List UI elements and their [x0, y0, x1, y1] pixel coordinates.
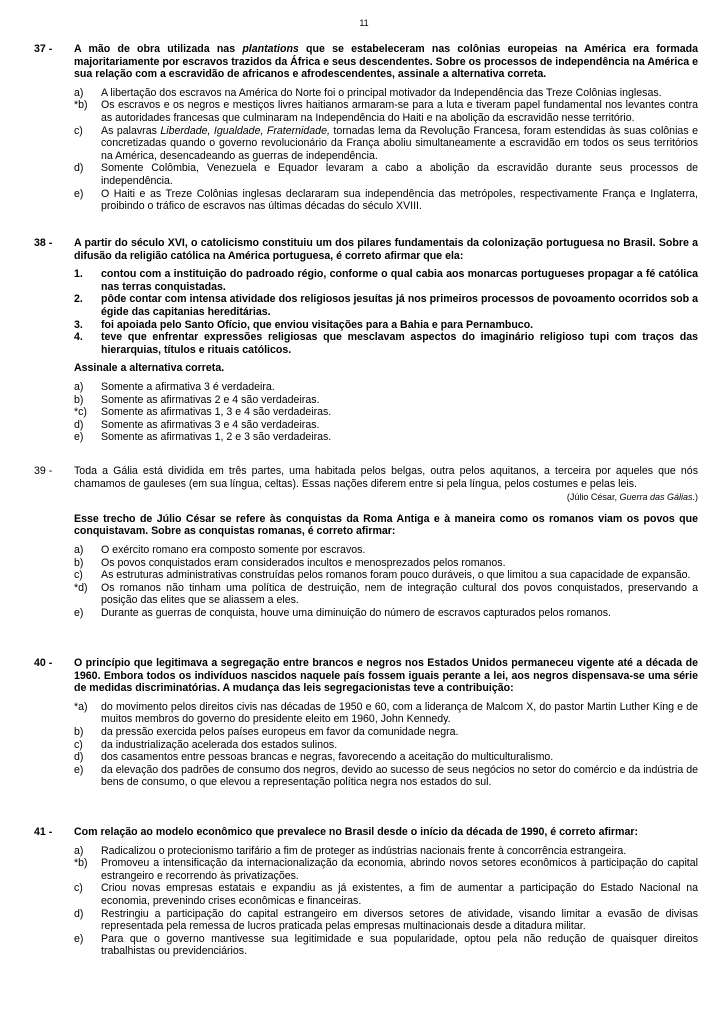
- option-text: Os romanos não tinham uma política de destruição, nem de integração cultural dos povos conquistados, preservando a posição das elites que se aliassem a eles.: [101, 581, 698, 607]
- option-b[interactable]: [74, 394, 698, 407]
- stem-part: que se estabeleceram nas colônias europeias na América era formada majoritariamente por escravos trazidos da África e seus descendentes. Sobre os processos de independência na América e sua relação com a escravidão de africanos e afrodescendentes, assinale a alternativa correta.: [74, 43, 698, 81]
- option-text: Para que o governo mantivesse sua legitimidade e sua popularidade, optou pela não redução de quaisquer direitos trabalhistas ou previdenciários.: [101, 932, 698, 958]
- source-end: .): [692, 492, 698, 503]
- question-stem: [34, 237, 698, 262]
- option-c[interactable]: [74, 125, 698, 163]
- source-author: (Júlio César,: [566, 492, 620, 503]
- option-letter: e): [74, 606, 84, 619]
- question-37: [34, 43, 698, 213]
- option-letter: b): [74, 725, 84, 738]
- option-text: dos casamentos entre pessoas brancas e negras, favorecendo a aceitação do multiculturalismo.: [101, 751, 554, 764]
- option-d[interactable]: [74, 419, 698, 432]
- question-text: Esse trecho de Júlio César se refere às conquistas da Roma Antiga e à maneira como os romanos viam os povos que conquistavam. Sobre as conquistas romanas, é correto afirmar:: [74, 512, 698, 538]
- option-b[interactable]: [74, 99, 698, 124]
- stem-part: A mão de obra utilizada nas: [74, 43, 243, 55]
- option-b[interactable]: [74, 726, 698, 739]
- option-letter: d): [74, 418, 84, 431]
- option-letter: a): [74, 380, 84, 393]
- option-c[interactable]: [74, 882, 698, 907]
- option-text: da elevação dos padrões de consumo dos negros, devido ao sucesso de seus negócios no setor do comércio e da indústria de bens de consumo, o que elevou a representação política negra nos estados do sul.: [101, 763, 698, 789]
- option-text: Somente as afirmativas 3 e 4 são verdadeiras.: [101, 418, 320, 431]
- option-e[interactable]: [74, 764, 698, 789]
- option-text: Durante as guerras de conquista, houve uma diminuição do número de escravos capturados pelos romanos.: [101, 606, 611, 619]
- statement-number: 2.: [74, 293, 83, 306]
- option-text: do movimento pelos direitos civis nas décadas de 1950 e 60, com a liderança de Malcom X, do pastor Martin Luther King e de muitos membros do governo do presidente eleito em 1960, John Kennedy.: [101, 700, 698, 726]
- option-b[interactable]: [74, 857, 698, 882]
- option-italic: Liberdade, Igualdade, Fraternidade,: [160, 124, 330, 137]
- question-number: 39 -: [34, 465, 53, 477]
- option-text: da pressão exercida pelos países europeus em favor da comunidade negra.: [101, 725, 459, 738]
- option-c[interactable]: [74, 739, 698, 752]
- question-number: 37 -: [34, 43, 53, 55]
- question-text: Com relação ao modelo econômico que prevalece no Brasil desde o início da década de 1990, é correto afirmar:: [74, 826, 639, 838]
- statements-list: [74, 268, 698, 356]
- option-text: O exército romano era composto somente por escravos.: [101, 543, 366, 556]
- options-list: [74, 381, 698, 444]
- instruction-text: Assinale a alternativa correta.: [74, 362, 225, 375]
- option-letter: c): [74, 882, 83, 895]
- option-letter: *a): [74, 700, 88, 713]
- option-text: Somente a afirmativa 3 é verdadeira.: [101, 380, 275, 393]
- option-e[interactable]: [74, 933, 698, 958]
- stem-italic: plantations: [242, 43, 299, 55]
- options-list: [74, 845, 698, 958]
- option-text: A libertação dos escravos na América do Norte foi o principal motivador da Independência das Treze Colônias inglesas.: [101, 86, 662, 99]
- option-d[interactable]: [74, 582, 698, 607]
- option-letter: c): [74, 569, 83, 582]
- option-letter: e): [74, 431, 84, 444]
- option-e[interactable]: [74, 431, 698, 444]
- page-number: 11: [359, 18, 369, 28]
- option-letter: d): [74, 751, 84, 764]
- option-letter: *d): [74, 581, 88, 594]
- option-text: Somente Colômbia, Venezuela e Equador levaram a cabo a abolição da escravidão durante seus processos de independência.: [101, 162, 698, 187]
- option-letter: d): [74, 907, 84, 920]
- question-stem: [34, 43, 698, 81]
- statement-text: contou com a instituição do padroado régio, conforme o qual cabia aos monarcas portugueses propagar a fé católica nas terras conquistadas.: [101, 268, 698, 293]
- option-text: Somente as afirmativas 1, 3 e 4 são verdadeiras.: [101, 406, 332, 419]
- question-39: [34, 465, 698, 620]
- statement-number: 1.: [74, 268, 83, 281]
- question-number: 41 -: [34, 826, 53, 838]
- option-letter: b): [74, 393, 84, 406]
- source-title: Guerra das Gálias: [619, 492, 693, 503]
- question-number: 38 -: [34, 237, 53, 249]
- options-list: [74, 544, 698, 620]
- statement-number: 4.: [74, 331, 83, 344]
- options-list: [74, 87, 698, 213]
- question-text: O princípio que legitimava a segregação entre brancos e negros nos Estados Unidos permaneceu vigente até a década de 1960. Embora todos os indivíduos nascidos naquele país fossem iguais perante a lei, aos negros dispensava-se uma série de medidas discriminatórias. A mudança das leis segregacionistas teve a contribuição:: [74, 657, 698, 695]
- option-letter: d): [74, 162, 84, 175]
- statement-text: foi apoiada pelo Santo Ofício, que enviou visitações para a Bahia e para Pernambuco.: [101, 318, 534, 331]
- option-c[interactable]: [74, 569, 698, 582]
- option-letter: *c): [74, 406, 87, 419]
- option-letter: c): [74, 738, 83, 751]
- option-part: As palavras: [101, 124, 161, 137]
- statement-4: [74, 331, 698, 356]
- option-text: Restringiu a participação do capital estrangeiro em diversos setores de atividade, visando limitar a evasão de divisas representada pela remessa de lucros praticada pelas empresas multinacionais desde a ditadura militar.: [101, 907, 698, 933]
- option-letter: b): [74, 556, 84, 569]
- question-text: A partir do século XVI, o catolicismo constituiu um dos pilares fundamentais da colonização portuguesa no Brasil. Sobre a difusão da religião católica na América portuguesa, é correto afirmar que ela:: [74, 237, 698, 262]
- option-text: Os escravos e os negros e mestiços livres haitianos armaram-se para a luta e tiveram papel fundamental nos levantes contra as autoridades francesas que culminaram na Independência do Haiti e na abolição da escravidão nesse território.: [101, 99, 698, 124]
- option-e[interactable]: [74, 188, 698, 213]
- option-d[interactable]: [74, 751, 698, 764]
- question-40: [34, 657, 698, 789]
- option-letter: a): [74, 844, 84, 857]
- option-letter: c): [74, 124, 83, 137]
- statement-text: pôde contar com intensa atividade dos religiosos jesuítas já nos primeiros processos de povoamento ocorridos sob a égide das capitanias hereditárias.: [101, 293, 698, 318]
- option-text: Radicalizou o protecionismo tarifário a fim de proteger as indústrias nacionais frente à concorrência estrangeira.: [101, 844, 627, 857]
- option-a[interactable]: [74, 87, 698, 100]
- statement-number: 3.: [74, 318, 83, 331]
- option-letter: a): [74, 543, 84, 556]
- option-text: da industrialização acelerada dos estados sulinos.: [101, 738, 338, 751]
- question-text: [74, 43, 698, 81]
- options-list: [74, 701, 698, 789]
- option-letter: e): [74, 932, 84, 945]
- option-d[interactable]: [74, 908, 698, 933]
- option-text: Os povos conquistados eram considerados incultos e menosprezados pelos romanos.: [101, 556, 506, 569]
- option-text: [101, 125, 698, 163]
- option-b[interactable]: [74, 557, 698, 570]
- statement-3: [74, 319, 698, 332]
- option-text: Somente as afirmativas 1, 2 e 3 são verdadeiras.: [101, 431, 332, 444]
- option-letter: *b): [74, 857, 88, 870]
- option-text: As estruturas administrativas construídas pelos romanos foram pouco duráveis, o que limitou a sua capacidade de expansão.: [101, 569, 691, 582]
- option-text: Criou novas empresas estatais e expandiu as já existentes, a fim de aumentar a participação do Estado Nacional na economia, prevenindo crises econômicas e financeiras.: [101, 882, 698, 907]
- statement-2: [74, 293, 698, 318]
- option-text: Promoveu a intensificação da internacionalização da economia, abrindo novos setores econômicos à participação do capital estrangeiro e recorrendo às privatizações.: [101, 857, 698, 882]
- question-number: 40 -: [34, 657, 53, 669]
- quote-block: [34, 465, 698, 490]
- question-stem: [34, 657, 698, 695]
- question-38: [34, 237, 698, 444]
- quote-source: [34, 491, 698, 504]
- option-e[interactable]: [74, 607, 698, 620]
- option-letter: a): [74, 86, 84, 99]
- quote-text: Toda a Gália está dividida em três partes, uma habitada pelos belgas, outra pelos aquitanos, a terceira por aqueles que nós chamamos de gauleses (em sua língua, celtas). Essas nações diferem entre si pela língua, pelos costumes e pelas leis.: [74, 465, 698, 490]
- question-41: [34, 826, 698, 958]
- option-letter: e): [74, 763, 84, 776]
- option-a[interactable]: [74, 544, 698, 557]
- statement-1: [74, 268, 698, 293]
- option-a[interactable]: [74, 381, 698, 394]
- option-d[interactable]: [74, 162, 698, 187]
- option-letter: e): [74, 187, 84, 200]
- option-text: O Haiti e as Treze Colônias inglesas declararam sua independência das metrópoles, respectivamente França e Inglaterra, proibindo o tráfico de escravos nas últimas décadas do século XVIII.: [101, 187, 698, 213]
- option-c[interactable]: [74, 406, 698, 419]
- option-a[interactable]: [74, 701, 698, 726]
- option-a[interactable]: [74, 845, 698, 858]
- option-part: tornadas lema da Revolução Francesa, foram estendidas às suas colônias e concretizadas quando o governo revolucionário da França aboliu simultaneamente a escravidão em todos os seus territórios na América, desencadeando as guerras de independência.: [101, 124, 698, 162]
- statement-text: teve que enfrentar expressões religiosas que mesclavam aspectos do imaginário religioso tupi com traços das hierarquias, títulos e rituais católicos.: [101, 331, 698, 356]
- option-letter: *b): [74, 99, 88, 112]
- option-text: Somente as afirmativas 2 e 4 são verdadeiras.: [101, 393, 320, 406]
- question-stem: [34, 826, 698, 839]
